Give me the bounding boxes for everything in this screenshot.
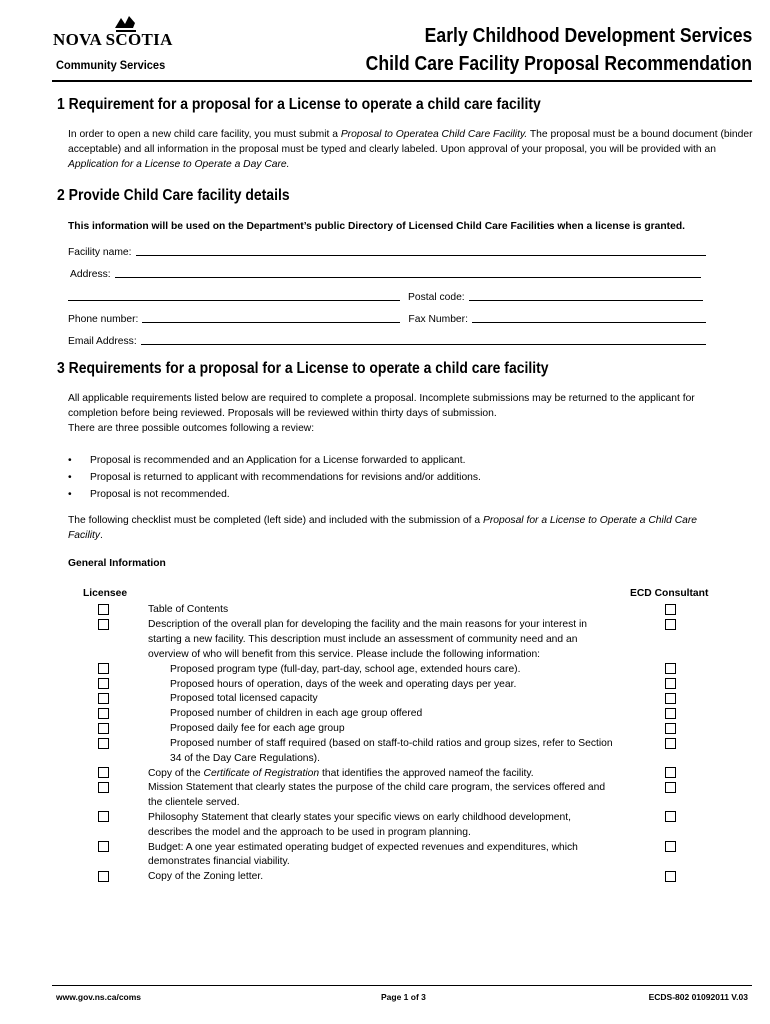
department-name: Community Services [56, 58, 166, 72]
footer-divider [52, 985, 752, 986]
consultant-checkbox[interactable] [665, 663, 676, 674]
nova-scotia-logo [53, 14, 193, 54]
section3-para1: All applicable requirements listed below are required to complete a proposal. Incomplete submissions may be returned to the applicant for completion before being reviewed. Proposals will be reviewed within thirty days of submission. [68, 393, 695, 419]
licensee-checkbox[interactable] [98, 811, 109, 822]
phone-label: Phone number: [68, 314, 139, 325]
licensee-column-header: Licensee [83, 588, 128, 599]
facility-name-field[interactable] [68, 247, 706, 258]
phone-line[interactable] [142, 322, 400, 323]
phone-fax-field[interactable] [68, 314, 706, 325]
list-item: • Proposal is not recommended. [68, 486, 481, 503]
address2-postal-field[interactable] [68, 292, 703, 303]
consultant-checkbox[interactable] [665, 811, 676, 822]
logo-wordmark: NOVA SCOTIA [53, 30, 173, 49]
licensee-checkbox[interactable] [98, 619, 109, 630]
licensee-checkbox[interactable] [98, 678, 109, 689]
email-field[interactable] [68, 336, 706, 347]
item-zoning: Copy of the Zoning letter. [148, 871, 264, 882]
item-staff-2: 34 of the Day Care Regulations). [170, 753, 320, 764]
consultant-checkbox[interactable] [665, 708, 676, 719]
footer-form-id: ECDS-802 01092011 V.03 [648, 992, 748, 1002]
consultant-checkbox[interactable] [665, 604, 676, 615]
email-line[interactable] [141, 344, 706, 345]
item-budget-1: Budget: A one year estimated operating budget of expected revenues and expenditures, which [148, 842, 578, 853]
licensee-checkbox[interactable] [98, 782, 109, 793]
page-title-line2: Child Care Facility Proposal Recommendation [365, 53, 752, 75]
outcomes-list [68, 452, 481, 503]
address-label: Address: [70, 269, 111, 280]
item-philosophy-2: describes the model and the approach to be used in program planning. [148, 827, 471, 838]
consultant-checkbox[interactable] [665, 871, 676, 882]
item-description-1: Description of the overall plan for developing the facility and the main reasons for your interest in [148, 619, 588, 630]
section1-heading: 1 Requirement for a proposal for a License to operate a child care facility [57, 96, 541, 113]
item-mission-2: the clientele served. [148, 797, 240, 808]
item-staff-1: Proposed number of staff required (based on staff-to-child ratios and group sizes, refer to Section [170, 738, 613, 749]
facility-name-label: Facility name: [68, 247, 132, 258]
page-title-line1: Early Childhood Development Services [424, 25, 752, 47]
item-certificate: Copy of the Certificate of Registration that identifies the approved nameof the facility. [148, 768, 534, 779]
consultant-checkbox[interactable] [665, 678, 676, 689]
consultant-checkbox[interactable] [665, 693, 676, 704]
consultant-checkbox[interactable] [665, 782, 676, 793]
header-divider [52, 80, 752, 82]
postal-code-label: Postal code: [408, 292, 465, 303]
item-program-type: Proposed program type (full-day, part-day, school age, extended hours care). [170, 664, 521, 675]
postal-code-line[interactable] [469, 300, 703, 301]
item-mission-1: Mission Statement that clearly states the purpose of the child care program, the services offered and [148, 782, 606, 793]
item-daily-fee: Proposed daily fee for each age group [170, 723, 345, 734]
email-label: Email Address: [68, 336, 137, 347]
section1-text: In order to open a new child care facility, you must submit a Proposal to Operatea Child Care Facility. The proposal must be a bound document (binder acceptable) and all information in the proposal must be typed and clearly labeled. Upon approval of your proposal, you will be provided with an Application for a License to Operate a Day Care. [68, 129, 753, 170]
licensee-checkbox[interactable] [98, 841, 109, 852]
licensee-checkbox[interactable] [98, 871, 109, 882]
item-capacity: Proposed total licensed capacity [170, 693, 318, 704]
address-field[interactable] [70, 269, 701, 280]
checklist-instructions: The following checklist must be completed (left side) and included with the submission of a Proposal for a License to Operate a Child Care Facility. [68, 515, 698, 541]
item-budget-2: demonstrates financial viability. [148, 856, 290, 867]
item-table-of-contents: Table of Contents [148, 604, 229, 615]
list-item: • Proposal is returned to applicant with recommendations for revisions and/or additions. [68, 469, 481, 486]
licensee-checkbox[interactable] [98, 723, 109, 734]
consultant-checkbox[interactable] [665, 841, 676, 852]
item-hours: Proposed hours of operation, days of the week and operating days per year. [170, 679, 517, 690]
consultant-checkbox[interactable] [665, 738, 676, 749]
consultant-checkbox[interactable] [665, 767, 676, 778]
general-info-heading: General Information [68, 558, 166, 569]
licensee-checkbox[interactable] [98, 708, 109, 719]
consultant-checkbox[interactable] [665, 723, 676, 734]
fax-line[interactable] [472, 322, 706, 323]
section3-heading: 3 Requirements for a proposal for a License to operate a child care facility [57, 360, 549, 377]
footer-website: www.gov.ns.ca/coms [56, 992, 142, 1002]
address-line[interactable] [115, 277, 701, 278]
consultant-checkbox[interactable] [665, 619, 676, 630]
address-line-2[interactable] [68, 300, 400, 301]
section3-para2: There are three possible outcomes following a review: [68, 423, 315, 434]
licensee-checkbox[interactable] [98, 604, 109, 615]
list-item: • Proposal is recommended and an Application for a License forwarded to applicant. [68, 452, 481, 469]
section2-intro: This information will be used on the Department’s public Directory of Licensed Child Care Facilities when a license is granted. [68, 221, 685, 232]
footer-page-number: Page 1 of 3 [381, 992, 426, 1002]
licensee-checkbox[interactable] [98, 738, 109, 749]
licensee-checkbox[interactable] [98, 767, 109, 778]
facility-name-line[interactable] [136, 255, 706, 256]
item-description-2: starting a new facility. This description must include an assessment of community need and an [148, 634, 578, 645]
item-description-3: overview of who will benefit from this service. Please include the following information: [148, 649, 541, 660]
licensee-checkbox[interactable] [98, 663, 109, 674]
section2-heading: 2 Provide Child Care facility details [57, 187, 290, 204]
item-philosophy-1: Philosophy Statement that clearly states your specific views on early childhood development, [148, 812, 571, 823]
item-children: Proposed number of children in each age group offered [170, 708, 423, 719]
consultant-column-header: ECD Consultant [630, 588, 709, 599]
licensee-checkbox[interactable] [98, 693, 109, 704]
fax-label: Fax Number: [408, 314, 468, 325]
